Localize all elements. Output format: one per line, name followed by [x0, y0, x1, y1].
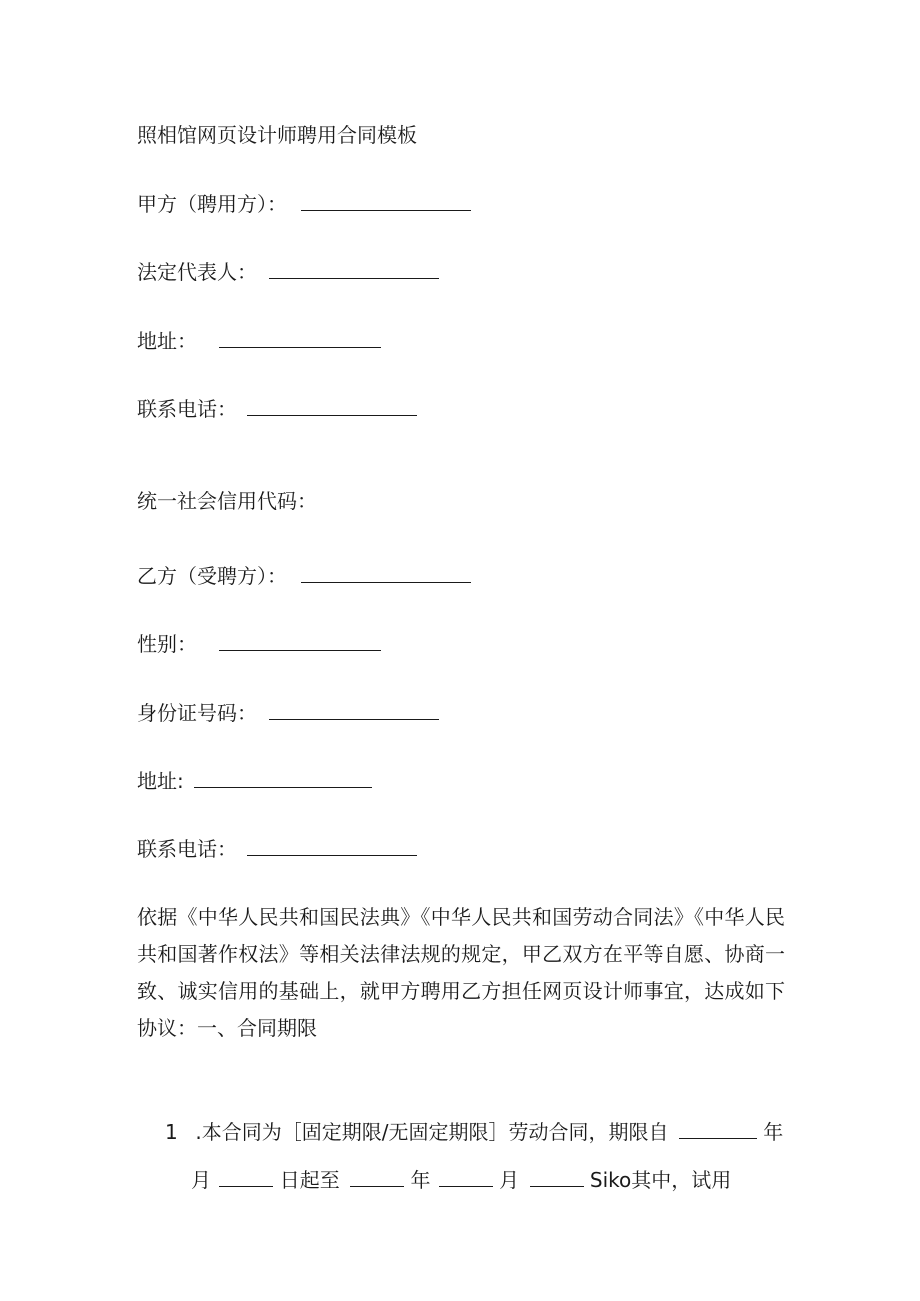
clause-1-line-1: [165, 1118, 783, 1146]
party-a-phone-label: 联系电话：: [137, 397, 237, 421]
party-b-blank[interactable]: [301, 562, 471, 583]
credit-code-row: [137, 487, 317, 515]
clause-1-line-2: [191, 1166, 731, 1194]
party-a-address-label: 地址：: [137, 329, 197, 353]
year-label-2: 年: [410, 1168, 431, 1192]
party-a-phone-row: [137, 395, 417, 423]
id-number-row: [137, 699, 439, 727]
party-a-blank[interactable]: [301, 190, 471, 211]
start-day-blank[interactable]: [219, 1166, 273, 1187]
day-from-label: 日起至: [279, 1168, 340, 1192]
end-month-blank[interactable]: [439, 1166, 493, 1187]
legal-rep-row: [137, 258, 439, 286]
legal-rep-label: 法定代表人：: [137, 260, 257, 284]
party-b-phone-label: 联系电话：: [137, 837, 237, 861]
party-b-row: [137, 562, 471, 590]
end-day-blank[interactable]: [530, 1166, 584, 1187]
document-title: 照相馆网页设计师聘用合同模板: [137, 123, 417, 147]
party-b-address-label: 地址:: [137, 769, 184, 793]
party-a-label: 甲方（聘用方）：: [137, 192, 287, 216]
end-year-blank[interactable]: [350, 1166, 404, 1187]
party-a-address-blank[interactable]: [219, 327, 381, 348]
start-year-blank[interactable]: [679, 1118, 757, 1139]
preamble-paragraph: 依据《中华人民共和国民法典》《中华人民共和国劳动合同法》《中华人民共和国著作权法》等相关法律法规的规定，甲乙双方在平等自愿、协商一致、诚实信用的基础上，就甲方聘用乙方担任网页设计师事宜，达成如下协议：一、合同期限: [137, 905, 785, 1040]
gender-label: 性别：: [137, 632, 197, 656]
id-number-blank[interactable]: [269, 699, 439, 720]
clause-1-text: .本合同为［固定期限/无固定期限］劳动合同，期限自: [195, 1120, 669, 1144]
month-label-1: 月: [191, 1168, 211, 1192]
party-b-address-blank[interactable]: [194, 767, 372, 788]
party-a-row: [137, 190, 471, 218]
clause-1-number: 1: [165, 1120, 178, 1144]
party-b-address-row: [137, 767, 372, 795]
credit-code-label: 统一社会信用代码：: [137, 489, 317, 513]
party-b-phone-blank[interactable]: [247, 835, 417, 856]
gender-row: [137, 630, 381, 658]
party-b-phone-row: [137, 835, 417, 863]
id-number-label: 身份证号码：: [137, 701, 257, 725]
party-a-address-row: [137, 327, 381, 355]
legal-rep-blank[interactable]: [269, 258, 439, 279]
gender-blank[interactable]: [219, 630, 381, 651]
clause-1-tail: Siko其中，试用: [589, 1168, 732, 1192]
party-a-phone-blank[interactable]: [247, 395, 417, 416]
year-label-1: 年: [763, 1120, 784, 1144]
month-label-2: 月: [499, 1168, 520, 1192]
party-b-label: 乙方（受聘方）：: [137, 564, 287, 588]
